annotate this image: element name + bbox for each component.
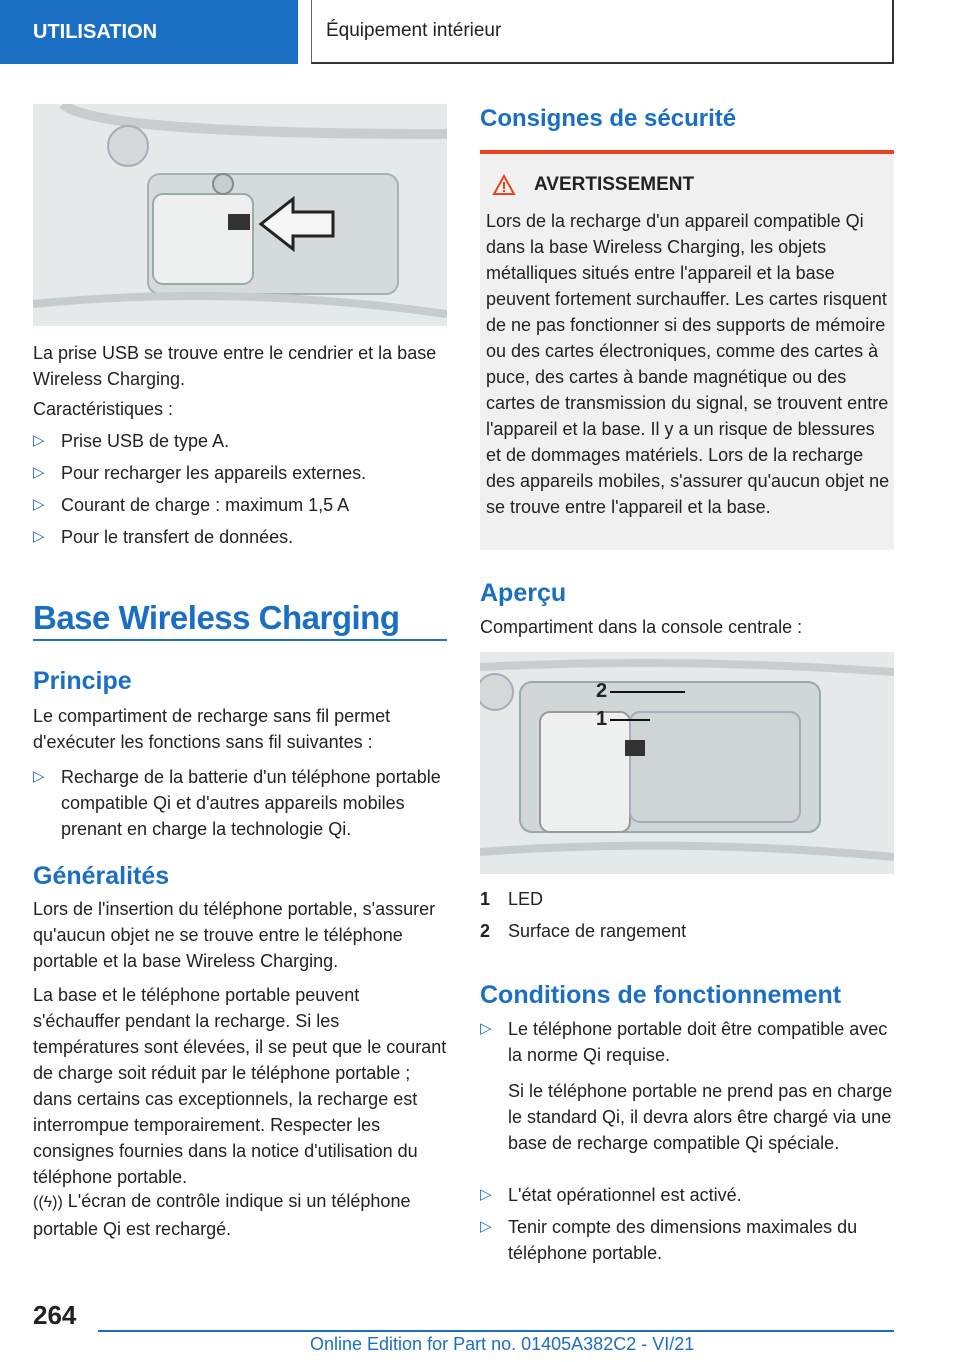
apercu-title: Aperçu	[480, 579, 567, 607]
safety-title: Consignes de sécurité	[480, 105, 737, 132]
footer-rule	[98, 1330, 894, 1332]
feature-item: ▷ Prise USB de type A.	[33, 428, 447, 454]
warning-text: Lors de la recharge d'un appareil compatible Qi dans la base Wireless Charging, les objets métalliques situés entre l'appareil et la base peuvent fortement surchauffer. Les cartes risquent de ne pas fonctionner si des supports de mémoire ou des cartes électroniques, comme des cartes à puce, des cartes à bande magnétique ou des cartes de transmission du signal, se trouvent entre l'appareil et la base. Il y a un risque de blessures et de dommages matériels. Lors de la recharge des appareils mobiles, s'assurer qu'aucun objet ne se trouve entre l'appareil et la base.	[486, 211, 890, 517]
generalites-p2: La base et le téléphone portable peuvent s'échauffer pendant la recharge. Si les températures sont élevées, il se peut que le courant de charge soit réduit par le téléphone portable ; dans certains cas exceptionnels, la recharge est interrompue temporairement. Respecter les consignes fournies dans la notice d'utilisation du téléphone portable.	[33, 985, 447, 1187]
triangle-right-icon: ▷	[33, 496, 45, 513]
condition-item: ▷ Le téléphone portable doit être compatible avec la norme Qi requise.	[480, 1016, 894, 1068]
condition-item: ▷ L'état opérationnel est activé.	[480, 1182, 894, 1208]
triangle-right-icon: ▷	[480, 1020, 492, 1037]
condition-item: ▷ Tenir compte des dimensions maximales du téléphone portable.	[480, 1214, 894, 1266]
triangle-right-icon: ▷	[33, 528, 45, 545]
legend-item: 1 LED	[480, 889, 544, 909]
triangle-right-icon: ▷	[33, 432, 45, 449]
section-tab: UTILISATION	[0, 0, 298, 64]
callout-2: 2	[596, 680, 608, 702]
callout-1: 1	[596, 708, 608, 730]
page-number: 264	[33, 1300, 77, 1330]
warning-box	[480, 150, 894, 550]
warning-label: AVERTISSEMENT	[534, 174, 695, 195]
heading-rule	[33, 639, 447, 641]
warning-triangle-icon	[492, 174, 516, 196]
section-heading: Base Wireless Charging	[33, 599, 400, 636]
triangle-right-icon: ▷	[33, 768, 45, 785]
generalites-title: Généralités	[33, 862, 170, 890]
triangle-right-icon: ▷	[33, 464, 45, 481]
footer-edition: Online Edition for Part no. 01405A382C2 - VI/21	[310, 1334, 695, 1354]
condition-subtext: Si le téléphone portable ne prend pas en charge le standard Qi, il devra alors être chargé via une base de recharge compatible Qi spéciale.	[508, 1081, 893, 1153]
principe-text: Le compartiment de recharge sans fil permet d'exécuter les fonctions sans fil suivantes :	[33, 706, 391, 752]
triangle-right-icon: ▷	[480, 1218, 492, 1235]
apercu-text: Compartiment dans la console centrale :	[480, 617, 803, 637]
feature-item: ▷ Pour le transfert de données.	[33, 524, 447, 550]
triangle-right-icon: ▷	[480, 1186, 492, 1203]
chapter-title: Équipement intérieur	[311, 0, 894, 64]
principe-bullet: ▷ Recharge de la batterie d'un téléphone portable compatible Qi et d'autres appareils mobiles prenant en charge la technologie Qi.	[33, 764, 447, 842]
usb-port-image	[33, 104, 447, 326]
features-label: Caractéristiques :	[33, 399, 174, 419]
principe-title: Principe	[33, 667, 132, 695]
feature-item: ▷ Pour recharger les appareils externes.	[33, 460, 447, 486]
generalites-p3: ((ϟ)) L'écran de contrôle indique si un téléphone portable Qi est rechargé.	[33, 1191, 411, 1239]
usb-caption: La prise USB se trouve entre le cendrier et la base Wireless Charging.	[33, 343, 437, 389]
feature-item: ▷ Courant de charge : maximum 1,5 A	[33, 492, 447, 518]
legend-item: 2 Surface de rangement	[480, 921, 687, 941]
conditions-title: Conditions de fonctionnement	[480, 981, 842, 1009]
generalites-p1: Lors de l'insertion du téléphone portable, s'assurer qu'aucun objet ne se trouve entre le téléphone portable et la base Wireless Charging.	[33, 899, 436, 971]
console-image	[480, 652, 894, 874]
wireless-charging-icon: ((ϟ))	[33, 1194, 63, 1211]
